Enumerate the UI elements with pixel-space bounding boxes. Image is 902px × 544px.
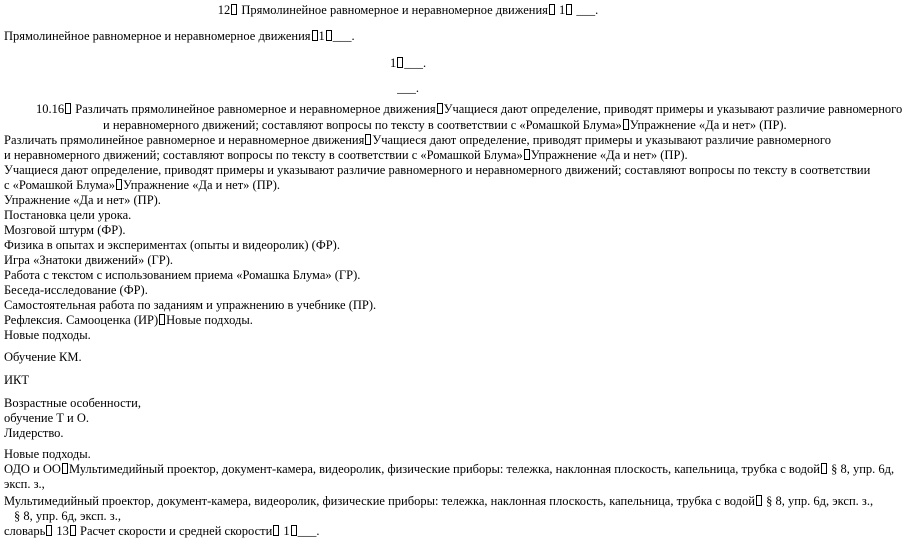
missing-glyph-icon: [273, 525, 279, 536]
date-blank-2: ___.: [397, 81, 419, 95]
topic-line: [4, 29, 355, 44]
new-approaches: Новые подходы.: [4, 328, 91, 342]
list-item: Беседа-исследование (ФР).: [4, 283, 148, 297]
criteria-text-2b: и неравномерного движений; составляют вопросы по тексту в соответствии с «Ромашкой Блума»: [4, 148, 523, 162]
missing-glyph-icon: [397, 57, 403, 68]
missing-glyph-icon: [437, 103, 443, 114]
reflection-line: [4, 313, 253, 328]
missing-glyph-icon: [623, 119, 629, 130]
criterial-assessment: Обучение КМ.: [4, 350, 82, 364]
homework-text: § 8, упр. 6д,: [831, 462, 895, 476]
list-item: Упражнение «Да и нет» (ПР).: [4, 193, 161, 207]
hours-line: [0, 56, 816, 71]
task-text-3: Упражнение «Да и нет» (ПР).: [123, 178, 280, 192]
resources-line-2: [4, 494, 873, 509]
goal-number: 10.16: [36, 102, 65, 116]
topic-text: Прямолинейное равномерное и неравномерное движения: [4, 29, 311, 43]
resources-line-2b: § 8, упр. 6д, эксп. з.,: [14, 509, 121, 523]
missing-glyph-icon: [566, 4, 572, 15]
block2-line2: [4, 148, 688, 163]
missing-glyph-icon: [821, 463, 827, 474]
lesson-number: 12: [217, 3, 231, 17]
leadership: Лидерство.: [4, 426, 64, 440]
next-lesson-title: Расчет скорости и средней скорости: [80, 524, 273, 538]
teaching-learning: обучение Т и О.: [4, 411, 89, 425]
criteria-text-3b: с «Ромашкой Блума»: [4, 178, 116, 192]
list-item: Мозговой штурм (ФР).: [4, 223, 126, 237]
lesson-title: Прямолинейное равномерное и неравномерное движения: [241, 3, 548, 17]
dictionary-label: словарь: [4, 524, 46, 538]
next-lesson-date-blank: ___.: [297, 524, 320, 538]
topic-date-blank: ___.: [332, 29, 355, 43]
lesson-title-line: [0, 3, 816, 18]
reflection-text: Рефлексия. Самооценка (ИР): [4, 313, 159, 327]
criteria-text-b: и неравномерного движений; составляют вопросы по тексту в соответствии с «Ромашкой Блума»: [103, 118, 622, 132]
missing-glyph-icon: [116, 179, 122, 190]
missing-glyph-icon: [756, 495, 762, 506]
missing-glyph-icon: [524, 149, 530, 160]
list-item: Физика в опытах и экспериментах (опыты и видеоролик) (ФР).: [4, 238, 340, 252]
missing-glyph-icon: [365, 134, 371, 145]
missing-glyph-icon: [65, 103, 71, 114]
homework-text-2: § 8, упр. 6д, эксп. з.,: [766, 494, 874, 508]
hours-value: 1: [389, 56, 397, 70]
hours-date-blank: ___.: [404, 56, 427, 70]
odo-label: ОДО и ОО: [4, 462, 61, 476]
next-lesson-number: 13: [56, 524, 69, 538]
resources-text: Мультимедийный проектор, документ-камера, видеоролик, физические приборы: тележка, наклонная плоскость, капельница, трубка с водой: [68, 462, 820, 476]
criteria-text-2: Учащиеся дают определение, приводят примеры и указывают различие равномерного: [372, 133, 831, 147]
goal-text-2: Различать прямолинейное равномерное и неравномерное движения: [4, 133, 365, 147]
missing-glyph-icon: [291, 525, 297, 536]
next-lesson-hours: 1: [283, 524, 290, 538]
task-text-2: Упражнение «Да и нет» (ПР).: [530, 148, 688, 162]
goal-row-1016-cont: [103, 118, 787, 133]
age-features: Возрастные особенности,: [4, 396, 141, 410]
ict-label: ИКТ: [4, 373, 29, 387]
task-text: Упражнение «Да и нет» (ПР).: [629, 118, 787, 132]
criteria-text-3: Учащиеся дают определение, приводят примеры и указывают различие равномерного и неравномерного движений; составляют вопросы по тексту в соответствии: [4, 163, 871, 177]
missing-glyph-icon: [62, 463, 68, 474]
date-blank: ___.: [576, 3, 599, 17]
new-approaches-2: Новые подходы.: [4, 447, 91, 461]
block3-line2: [4, 178, 280, 193]
resources-line-1: [4, 462, 894, 477]
missing-glyph-icon: [70, 525, 76, 536]
missing-glyph-icon: [326, 30, 332, 41]
topic-hours: 1: [318, 29, 325, 43]
next-lesson-line: [4, 524, 320, 539]
date-line: [0, 81, 816, 96]
resources-text-2: Мультимедийный проектор, документ-камера, видеоролик, физические приборы: тележка, наклонная плоскость, капельница, трубка с водой: [4, 494, 755, 508]
resources-line-1b: эксп. з.,: [4, 477, 45, 491]
list-item: Самостоятельная работа по заданиям и упражнению в учебнике (ПР).: [4, 298, 377, 312]
missing-glyph-icon: [159, 314, 165, 325]
criteria-text-a: Учащиеся дают определение, приводят примеры и указывают различие равномерного: [443, 102, 902, 116]
hours-count: 1: [559, 3, 566, 17]
new-approaches-inline: Новые подходы.: [166, 313, 253, 327]
goal-row-1016: [36, 102, 902, 117]
missing-glyph-icon: [46, 525, 52, 536]
block2-line1: [4, 133, 831, 148]
goal-text: Различать прямолинейное равномерное и неравномерное движения: [75, 102, 436, 116]
missing-glyph-icon: [312, 30, 318, 41]
missing-glyph-icon: [231, 4, 237, 15]
missing-glyph-icon: [549, 4, 555, 15]
block3-line1: [4, 163, 870, 178]
list-item: Постановка цели урока.: [4, 208, 132, 222]
list-item: Игра «Знатоки движений» (ГР).: [4, 253, 173, 267]
list-item: Работа с текстом с использованием приема «Ромашка Блума» (ГР).: [4, 268, 361, 282]
